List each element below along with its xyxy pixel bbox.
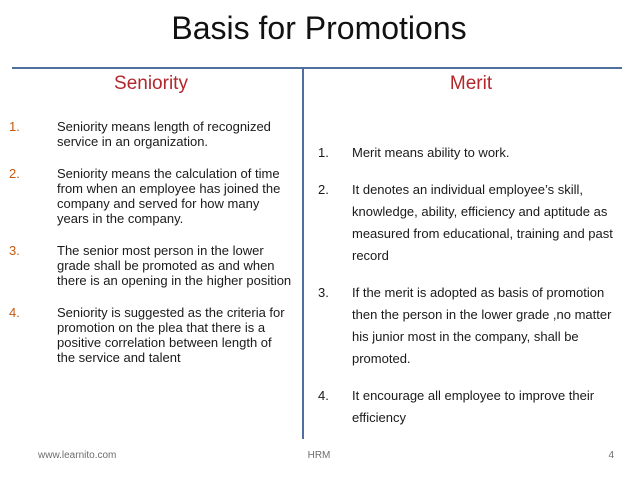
item-number: 2.: [318, 182, 329, 197]
item-number: 1.: [318, 145, 329, 160]
item-number: 4.: [318, 388, 329, 403]
item-text: The senior most person in the lower grade shall be promoted as and when there is an opening in the higher position: [57, 243, 292, 288]
seniority-item-3: [0, 243, 300, 288]
item-number: 2.: [9, 166, 20, 181]
merit-heading: Merit: [449, 73, 493, 94]
merit-list: [304, 142, 634, 444]
item-text: It encourage all employee to improve their efficiency: [352, 388, 595, 425]
merit-item-1: [304, 142, 634, 164]
seniority-item-4: [0, 305, 300, 365]
item-text: Merit means ability to work.: [352, 145, 510, 160]
item-text: Seniority is suggested as the criteria for promotion on the plea that there is a positive correlation between length of the service and talent: [57, 305, 285, 365]
page-number: 4: [608, 450, 614, 461]
slide-title: Basis for Promotions: [171, 10, 467, 46]
footer-website: www.learnito.com: [38, 450, 117, 461]
horizontal-divider: [12, 67, 622, 69]
item-text: Seniority means length of recognized service in an organization.: [57, 119, 271, 149]
merit-item-4: [304, 385, 634, 429]
merit-item-2: [304, 179, 634, 267]
item-text: It denotes an individual employee’s skill, knowledge, ability, efficiency and aptitude as measured from educational, training and past record: [352, 182, 613, 263]
item-number: 3.: [318, 285, 329, 300]
merit-item-3: [304, 282, 634, 370]
seniority-heading: Seniority: [114, 73, 188, 94]
footer-subject: HRM: [307, 450, 331, 461]
seniority-item-1: [0, 119, 300, 149]
item-text: Seniority means the calculation of time from when an employee has joined the company and served for how many years in the company.: [57, 166, 281, 226]
item-number: 4.: [9, 305, 20, 320]
item-number: 3.: [9, 243, 20, 258]
item-text: If the merit is adopted as basis of promotion then the person in the lower grade ,no matter his junior most in the company, shall be promoted.: [352, 285, 612, 366]
item-number: 1.: [9, 119, 20, 134]
seniority-list: [0, 119, 300, 382]
seniority-item-2: [0, 166, 300, 226]
